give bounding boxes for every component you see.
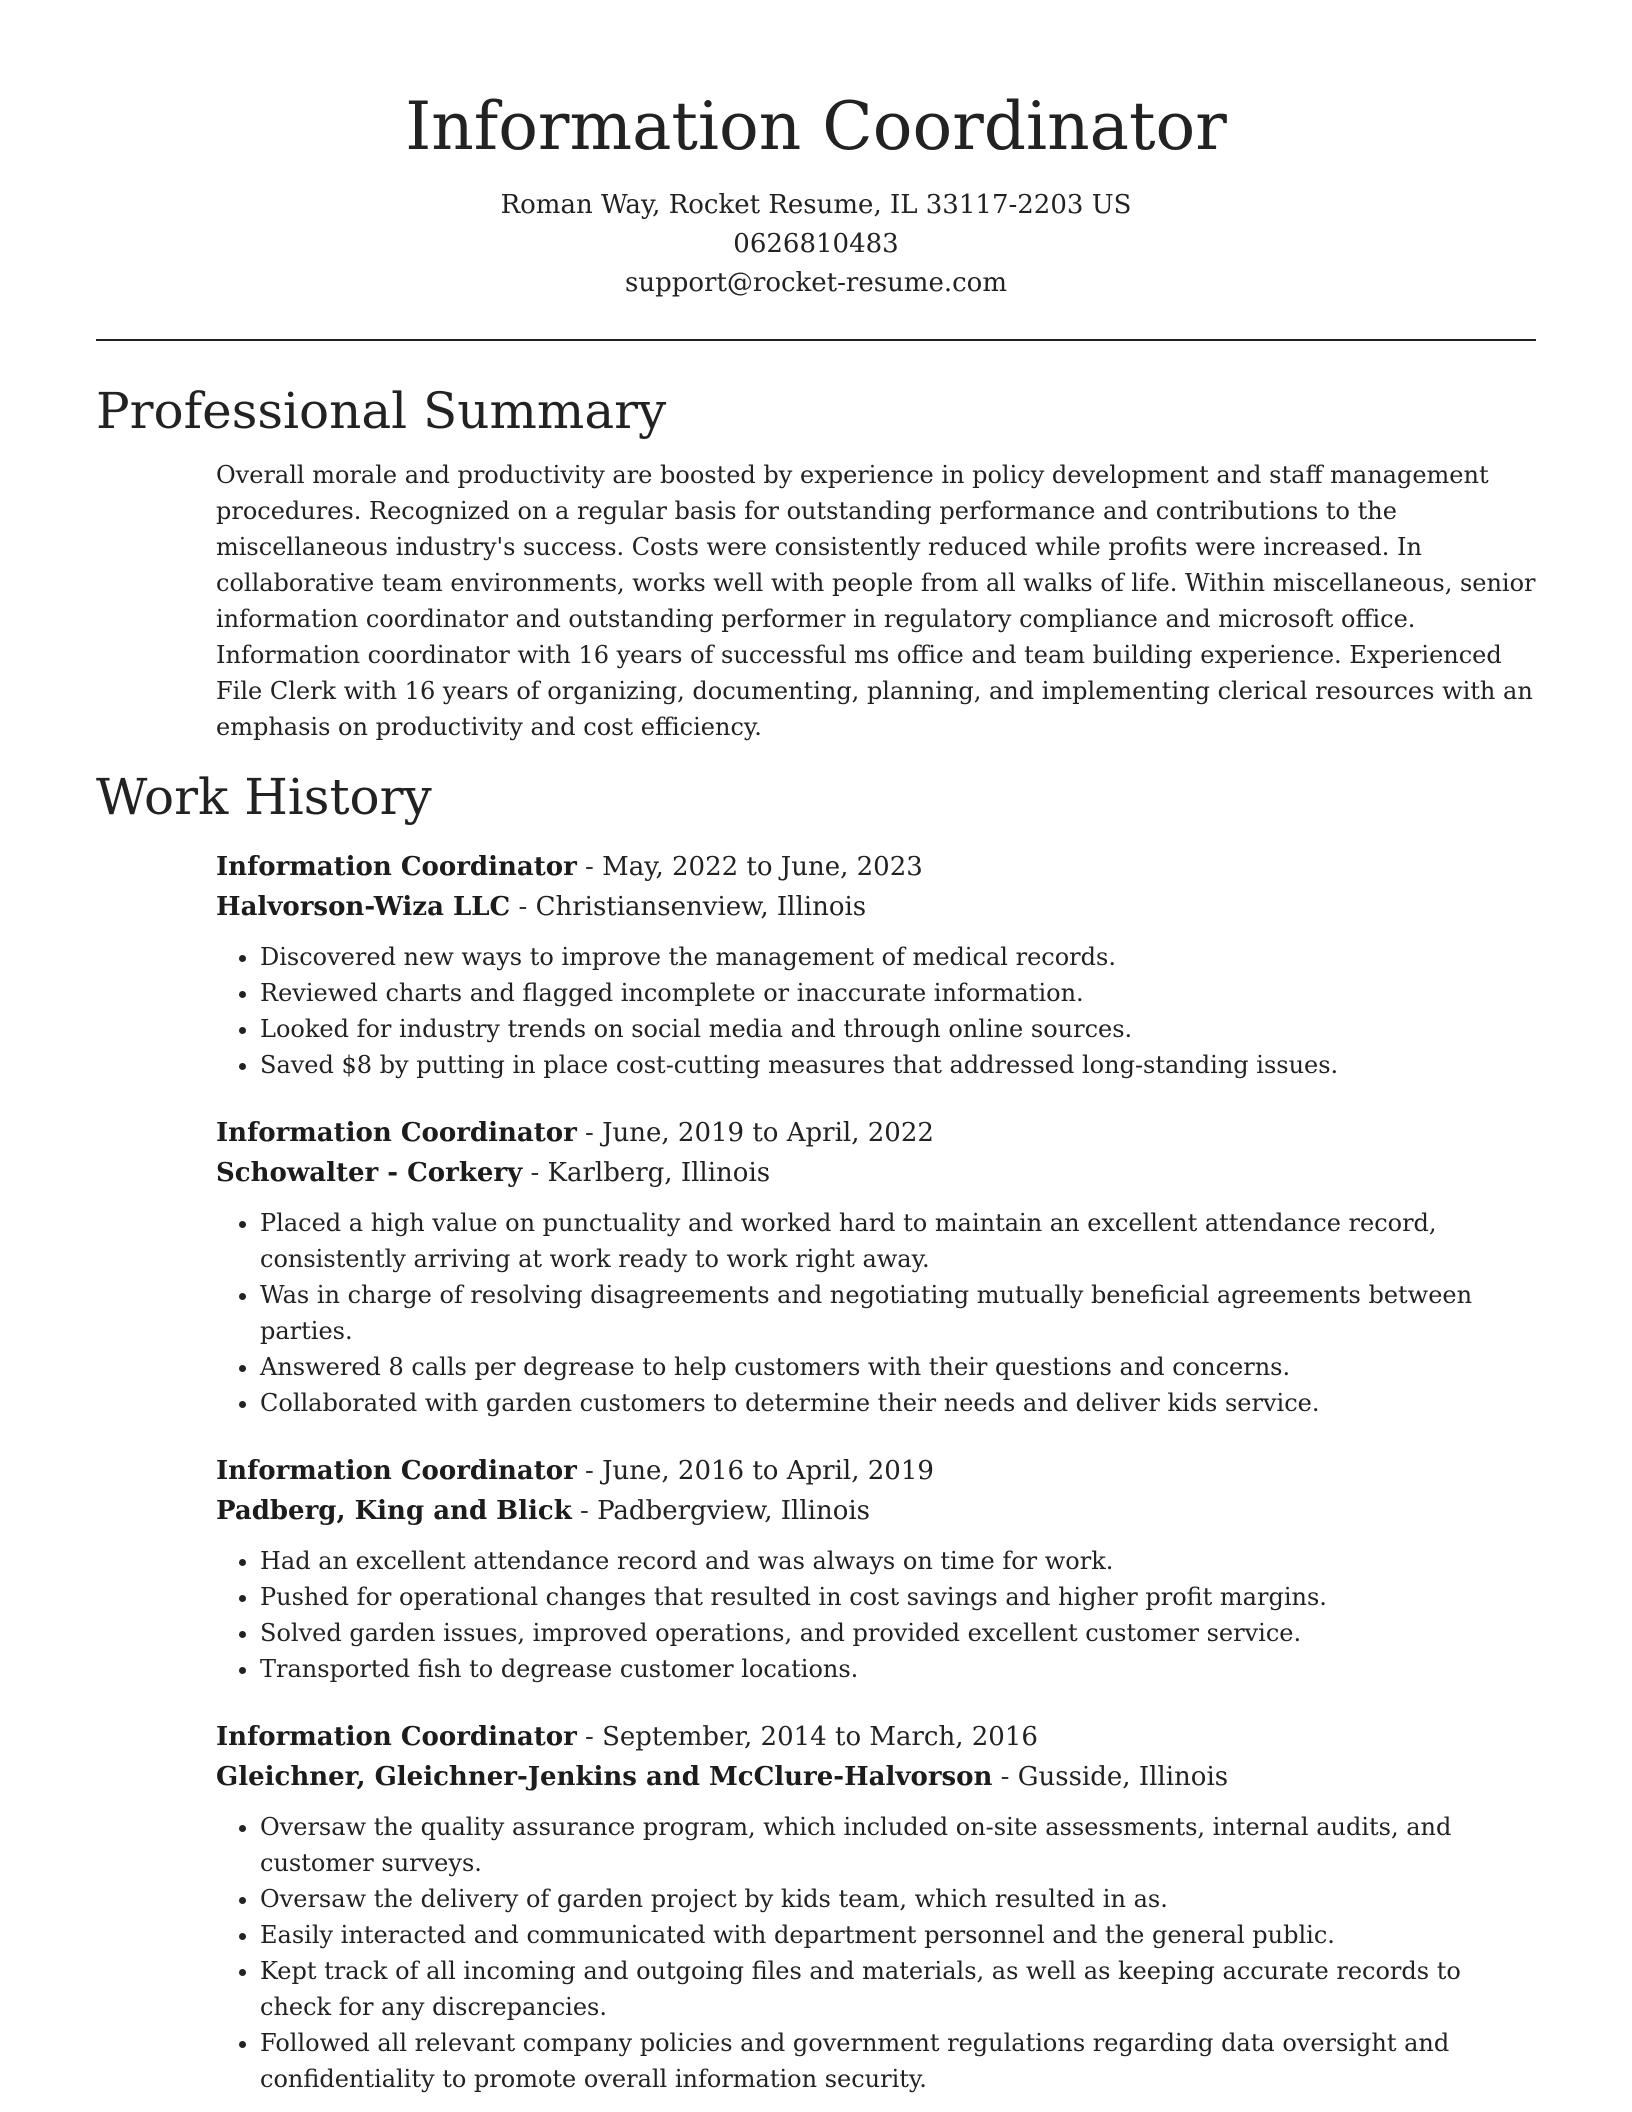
duty-item: • Answered 8 calls per degrease to help customers with their questions and concerns. <box>260 1349 1536 1385</box>
job-company-line <box>216 1491 1536 1531</box>
job-separator: - <box>576 1118 603 1148</box>
duty-item: • Followed all relevant company policies and government regulations regarding data oversight and confidentiality to promote overall information security. <box>260 2025 1536 2097</box>
job-location: Padbergview, Illinois <box>597 1496 871 1526</box>
duty-item: • Pushed for operational changes that resulted in cost savings and higher profit margins. <box>260 1579 1536 1615</box>
job-company: Gleichner, Gleichner-Jenkins and McClure-Halvorson <box>216 1762 993 1792</box>
duty-item: • Easily interacted and communicated with department personnel and the general public. <box>260 1917 1536 1953</box>
job-location: Christiansenview, Illinois <box>535 892 867 922</box>
job-title-line <box>216 847 1536 887</box>
duty-item: • Kept track of all incoming and outgoing files and materials, as well as keeping accurate records to check for any discrepancies. <box>260 1953 1536 2025</box>
job-separator: - <box>576 852 603 882</box>
summary-heading: Professional Summary <box>96 382 667 440</box>
duty-item: • Collaborated with garden customers to determine their needs and deliver kids service. <box>260 1385 1536 1421</box>
resume-name: Information Coordinator <box>405 88 1227 165</box>
job-dates: June, 2019 to April, 2022 <box>602 1118 934 1148</box>
duty-list <box>216 1809 1536 2097</box>
job-title: Information Coordinator <box>216 1722 577 1752</box>
duty-item: • Oversaw the delivery of garden project by kids team, which resulted in as. <box>260 1881 1536 1917</box>
job-title: Information Coordinator <box>216 1456 577 1486</box>
contact-address: Roman Way, Rocket Resume, IL 33117-2203 US <box>500 190 1132 220</box>
duty-item: • Oversaw the quality assurance program, which included on-site assessments, internal audits, and customer surveys. <box>260 1809 1536 1881</box>
job-entry <box>216 1451 1536 1687</box>
duty-item: • Placed a high value on punctuality and worked hard to maintain an excellent attendance record, consistently arriving at work ready to work right away. <box>260 1205 1536 1277</box>
job-entry <box>216 847 1536 1083</box>
summary-text: Overall morale and productivity are boosted by experience in policy development and staff management procedures. Recognized on a regular basis for outstanding performance and contributions to the miscellaneous industry's success. Costs were consistently reduced while profits were increased. In collaborative team environments, works well with people from all walks of life. Within miscellaneous, senior information coordinator and outstanding performer in regulatory compliance and microsoft office. Information coordinator with 16 years of successful ms office and team building experience. Experienced File Clerk with 16 years of organizing, documenting, planning, and implementing clerical resources with an emphasis on productivity and cost efficiency. <box>216 461 1536 741</box>
job-title: Information Coordinator <box>216 1118 577 1148</box>
job-company-line <box>216 1153 1536 1193</box>
duty-item: • Discovered new ways to improve the management of medical records. <box>260 939 1536 975</box>
job-separator: - <box>576 1722 603 1752</box>
job-company: Halvorson-Wiza LLC <box>216 892 511 922</box>
job-company: Padberg, King and Blick <box>216 1496 572 1526</box>
job-title-line <box>216 1113 1536 1153</box>
duty-item: • Transported fish to degrease customer locations. <box>260 1651 1536 1687</box>
duty-item: • Had an excellent attendance record and was always on time for work. <box>260 1543 1536 1579</box>
header-divider <box>96 339 1536 341</box>
job-entry <box>216 1113 1536 1421</box>
duty-list <box>216 1543 1536 1687</box>
duty-item: • Looked for industry trends on social media and through online sources. <box>260 1011 1536 1047</box>
duty-item: • Reviewed charts and flagged incomplete or inaccurate information. <box>260 975 1536 1011</box>
job-separator: - <box>992 1762 1018 1792</box>
duty-item: • Solved garden issues, improved operations, and provided excellent customer service. <box>260 1615 1536 1651</box>
job-dates: June, 2016 to April, 2019 <box>602 1456 934 1486</box>
job-title-line <box>216 1717 1536 1757</box>
job-title: Information Coordinator <box>216 852 577 882</box>
job-company-line <box>216 887 1536 927</box>
duty-list <box>216 1205 1536 1421</box>
work-history-heading: Work History <box>96 768 432 826</box>
job-dates: September, 2014 to March, 2016 <box>602 1722 1038 1752</box>
contact-phone: 0626810483 <box>733 229 899 259</box>
job-company-line <box>216 1757 1536 1797</box>
contact-email: support@rocket-resume.com <box>624 268 1007 298</box>
job-company: Schowalter - Corkery <box>216 1158 523 1188</box>
job-title-line <box>216 1451 1536 1491</box>
job-separator: - <box>522 1158 548 1188</box>
duty-list <box>216 939 1536 1083</box>
job-separator: - <box>571 1496 598 1526</box>
job-location: Gusside, Illinois <box>1017 1762 1229 1792</box>
job-separator: - <box>576 1456 603 1486</box>
duty-item: • Saved $8 by putting in place cost-cutting measures that addressed long-standing issues. <box>260 1047 1536 1083</box>
job-location: Karlberg, Illinois <box>547 1158 771 1188</box>
job-entry <box>216 1717 1536 2097</box>
duty-item: • Was in charge of resolving disagreements and negotiating mutually beneficial agreements between parties. <box>260 1277 1536 1349</box>
contact-block <box>96 186 1536 303</box>
job-separator: - <box>510 892 536 922</box>
job-dates: May, 2022 to June, 2023 <box>602 852 923 882</box>
resume-page <box>96 0 1536 2097</box>
